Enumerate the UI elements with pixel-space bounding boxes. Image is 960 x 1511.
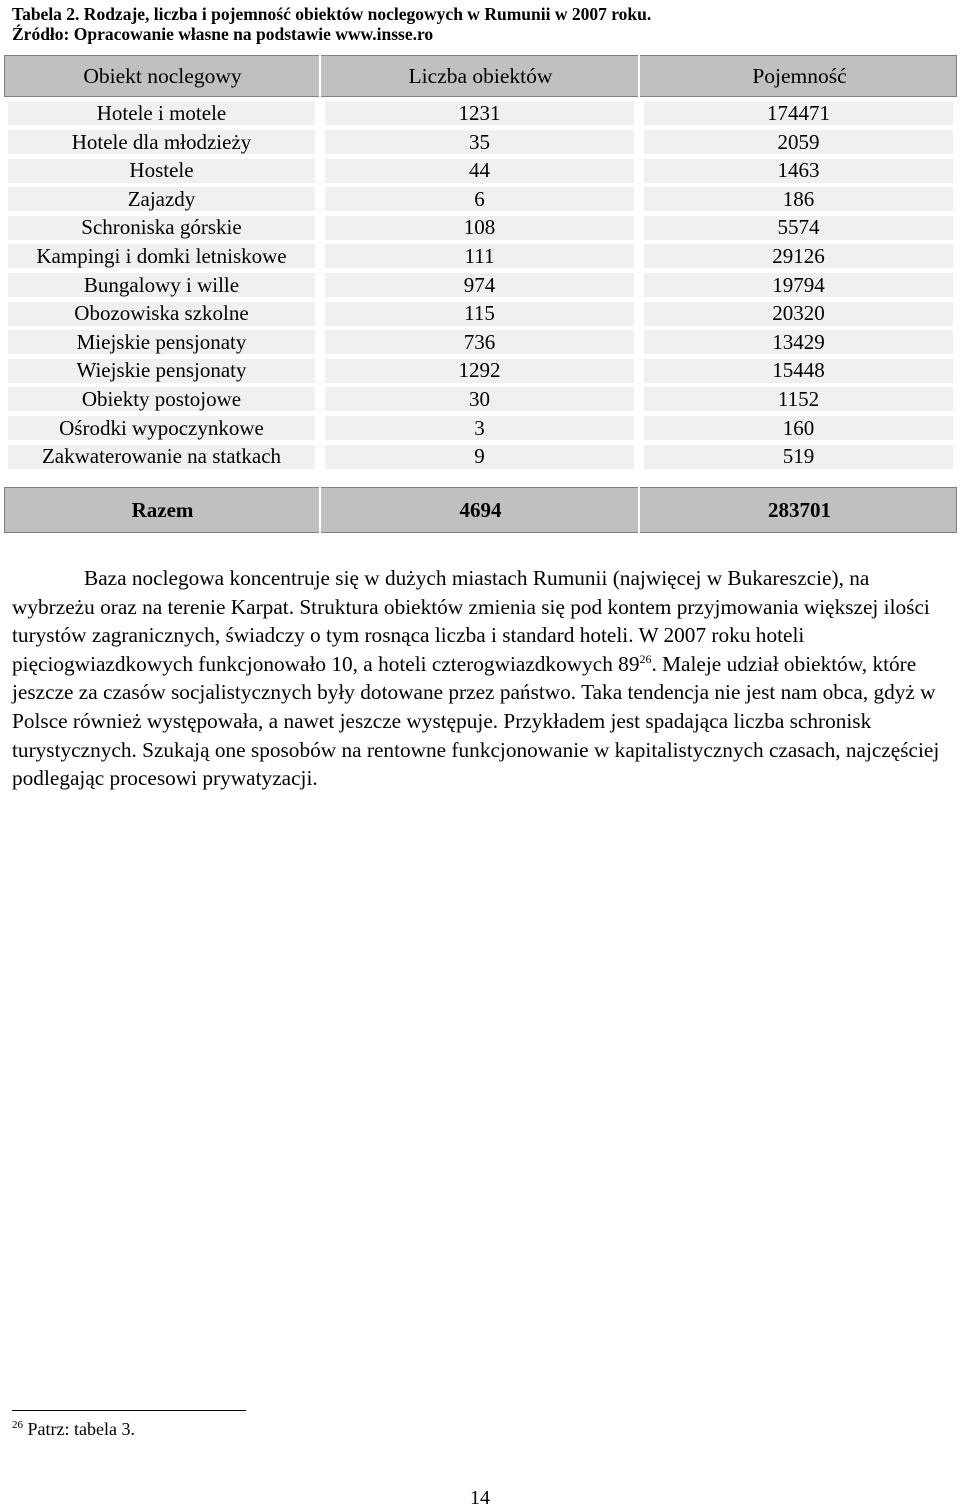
row-cell-type: Ośrodki wypoczynkowe bbox=[59, 415, 264, 440]
table-header bbox=[4, 55, 957, 97]
total-label: Razem bbox=[131, 498, 194, 522]
row-cell-capacity: 1152 bbox=[777, 387, 820, 411]
total-capacity: 283701 bbox=[768, 498, 831, 522]
row-cell-capacity: 13429 bbox=[772, 329, 825, 354]
row-cell-type: Hotele dla młodzieży bbox=[71, 129, 252, 154]
footnote-ref: 26 bbox=[639, 651, 652, 666]
caption-title: Tabela 2. Rodzaje, liczba i pojemność obiektów noclegowych w Rumunii w 2007 roku. bbox=[12, 4, 652, 24]
footnote-number: 26 bbox=[12, 1419, 23, 1431]
footnote-text: Patrz: tabela 3. bbox=[23, 1419, 135, 1439]
row-cell-capacity: 15448 bbox=[772, 358, 825, 383]
row-cell-capacity: 20320 bbox=[772, 301, 825, 326]
row-cell-type: Miejskie pensjonaty bbox=[76, 329, 247, 354]
row-cell-capacity: 19794 bbox=[772, 272, 825, 297]
total-count: 4694 bbox=[459, 498, 502, 522]
row-cell-capacity: 174471 bbox=[767, 101, 830, 125]
row-cell-type: Obozowiska szkolne bbox=[74, 301, 249, 326]
row-cell-capacity: 5574 bbox=[777, 215, 820, 240]
row-cell-count: 108 bbox=[463, 215, 496, 240]
row-cell-type: Bungalowy i wille bbox=[83, 272, 240, 297]
row-cell-type: Zajazdy bbox=[127, 186, 196, 211]
row-cell-count: 736 bbox=[463, 329, 496, 354]
page-number: 14 bbox=[470, 1487, 490, 1509]
row-cell-type: Schroniska górskie bbox=[81, 215, 242, 240]
row-cell-capacity: 29126 bbox=[772, 244, 825, 268]
row-cell-type: Obiekty postojowe bbox=[81, 387, 242, 411]
row-cell-type: Zakwaterowanie na statkach bbox=[41, 444, 282, 469]
body-text-part2: . Maleje udział obiektów, które jeszcze za czasów socjalistycznych były dotowane przez państwo. Taka tendencja nie jest nam obca, gdyż w Polsce również występowała, a nawet jeszcze występuje. Przykładem jest spadająca liczba schronisk turystycznych. Szukają one sposobów na rentowne funkcjonowanie w kapitalistycznych czasach, najczęściej podlegając procesowi prywatyzacji. bbox=[12, 651, 940, 791]
footnote bbox=[12, 1418, 135, 1440]
header-cell-type: Obiekt noclegowy bbox=[83, 64, 242, 88]
row-cell-capacity: 2059 bbox=[777, 129, 820, 154]
table-total-row bbox=[4, 487, 957, 533]
footnote-rule bbox=[12, 1410, 246, 1411]
row-cell-capacity: 1463 bbox=[777, 158, 820, 183]
row-cell-capacity: 519 bbox=[782, 444, 815, 469]
body-text-part1: Baza noclegowa koncentruje się w dużych miastach Rumunii (najwięcej w Bukareszcie), na wybrzeżu oraz na terenie Karpat. Struktura obiektów zmienia się pod kontem przyjmowania większej ilości turystów zagranicznych, świadczy o tym rosnąca liczba i standard hoteli. W 2007 roku hoteli pięciogwiazdkowych funkcjonowało 10, a hoteli czterogwiazdkowych 89 bbox=[12, 566, 930, 676]
row-cell-type: Kampingi i domki letniskowe bbox=[36, 244, 287, 268]
row-cell-capacity: 160 bbox=[782, 415, 815, 440]
row-cell-count: 1292 bbox=[458, 358, 501, 383]
row-cell-count: 30 bbox=[469, 387, 490, 411]
header-cell-count: Liczba obiektów bbox=[408, 64, 553, 88]
row-cell-count: 111 bbox=[464, 244, 495, 268]
row-cell-count: 3 bbox=[474, 415, 485, 440]
row-cell-count: 974 bbox=[463, 272, 496, 297]
header-cell-capacity: Pojemność bbox=[752, 64, 847, 88]
row-cell-count: 35 bbox=[469, 129, 490, 154]
row-cell-count: 44 bbox=[469, 158, 490, 183]
row-cell-count: 6 bbox=[474, 186, 485, 211]
accommodation-table bbox=[4, 55, 957, 533]
row-cell-type: Hotele i motele bbox=[96, 101, 227, 125]
row-cell-count: 9 bbox=[474, 444, 485, 469]
row-cell-capacity: 186 bbox=[782, 186, 815, 211]
row-cell-type: Hostele bbox=[129, 158, 194, 183]
total-divider bbox=[638, 487, 640, 533]
table-caption bbox=[12, 4, 952, 44]
header-divider bbox=[638, 55, 640, 97]
row-cell-count: 1231 bbox=[458, 101, 501, 125]
total-divider bbox=[319, 487, 321, 533]
header-divider bbox=[319, 55, 321, 97]
caption-source: Źródło: Opracowanie własne na podstawie www.insse.ro bbox=[12, 24, 434, 44]
row-cell-type: Wiejskie pensjonaty bbox=[76, 358, 247, 383]
body-paragraph bbox=[12, 564, 952, 793]
row-cell-count: 115 bbox=[464, 301, 495, 326]
